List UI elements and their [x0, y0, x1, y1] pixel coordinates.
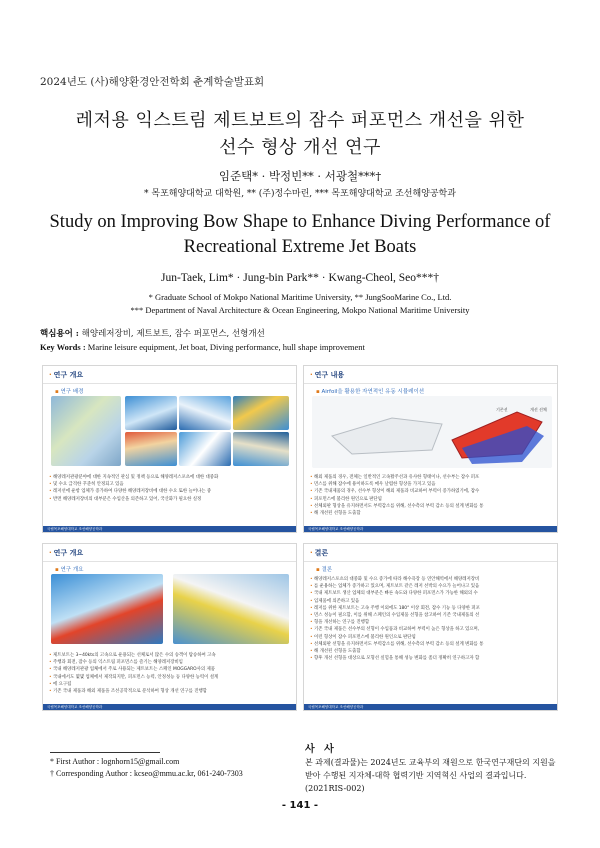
- jetboat-photo: [233, 396, 289, 430]
- poster-footer-bar: [43, 704, 296, 710]
- poster-title: 연구 개요: [53, 548, 84, 557]
- poster-header: · 연구 개요: [43, 366, 296, 384]
- footnote-corresponding-author: † Corresponding Author : kcseo@mmu.ac.kr, 061-240-7303: [50, 769, 243, 778]
- keywords-english-text: Marine leisure equipment, Jet boat, Diving performance, hull shape improvement: [85, 342, 365, 352]
- poster-bullets: [310, 576, 551, 662]
- jetboat-photo: [173, 574, 289, 644]
- title-korean-line2: 선수 형상 개선 연구: [219, 137, 381, 158]
- bullet-item: • 이런 형상이 잠수 퍼포먼스에 불리한 원인으로 판단됨: [310, 634, 551, 641]
- poster-bullets: [49, 474, 290, 503]
- bullet-item: • 해 개선된 선형을 도출함: [310, 510, 551, 517]
- keywords-english-label: Key Words :: [40, 342, 86, 352]
- bullet-item: • 먼스를 위해 잠수에 용이하도록 매우 날렵한 형상을 가지고 있음: [310, 481, 551, 488]
- keywords-korean-text: 해양레저장비, 제트보트, 잠수 퍼포먼스, 선형개선: [78, 329, 265, 339]
- bullet-item: • 레저를 위한 제트보트는 고속 주행 이외에도 180° 이상 회전, 잠수 기능 등 다양한 퍼포: [310, 605, 551, 612]
- title-english-line1: Study on Improving Bow Shape to Enhance Diving Performance of: [49, 212, 551, 232]
- poster-footer-text: 국립목포해양대학교 조선해양공학과: [308, 527, 364, 531]
- jetboat-photo: [51, 574, 163, 644]
- bullet-item: • 기존 국내 제품은 선수부의 선형이 수입품과 비교하여 부력이 높은 형상을 하고 있으며,: [310, 626, 551, 633]
- poster-research-content: [303, 365, 558, 533]
- poster-footer-bar: [43, 526, 296, 532]
- bullet-item: • 해양레저관광분야에 대한 지속적인 관심 및 정책 등으로 해양레저스포츠에 대한 대중화: [49, 474, 290, 481]
- bullet-item: • 제트보트는 3~40kts의 고속으로 운용되는 선체로서 많은 수의 승객이 탑승하여 고속: [49, 652, 290, 659]
- affiliation-english-line1: * Graduate School of Mokpo National Maritime University, ** JungSooMarine Co., Ltd.: [148, 292, 452, 302]
- bullet-item: • 에 요구됨: [49, 681, 290, 688]
- bullet-item: • 먼스 성능이 필요함, 이를 위해 스페인의 수입제품 선형을 참고하여 기존 국내제품의 선: [310, 612, 551, 619]
- bullet-item: • 향후 개선 선형을 대상으로 모형선 실험을 통해 성능 변화를 좀더 정확히 연구하고자 함: [310, 655, 551, 662]
- poster-header: · 연구 개요: [43, 544, 296, 562]
- bullet-item: • 반면 해양레저장비의 대부분은 수입산을 의존하고 있어, 국산화가 필요한 실정: [49, 496, 290, 503]
- poster-title: 연구 개요: [53, 370, 84, 379]
- poster-header: · 결론: [304, 544, 557, 562]
- bullet-item: • 기존 국내제품의 경우, 선수부 형상이 해외 제품과 비교하여 부력이 증가하였기에, 잠수: [310, 488, 551, 495]
- bullet-item: • 퍼포먼스에 불리한 원인으로 판단됨: [310, 496, 551, 503]
- footnotes: [50, 756, 243, 780]
- bullet-item: • 선체외판 형상을 유지하면서도 부력감소를 위해, 선수측의 부력 감소 등의 설계 변화를 통: [310, 503, 551, 510]
- affiliation-korean: * 목포해양대학교 대학원, ** (주)정수마린, *** 목포해양대학교 조선해양공학과: [144, 189, 456, 199]
- authors-english: Jun-Taek, Lim* · Jung-bin Park** · Kwang-Cheol, Seo***†: [160, 272, 440, 284]
- poster-footer-bar: [304, 526, 557, 532]
- hull-comparison-image: [312, 396, 552, 468]
- jetboat-photo: [125, 432, 177, 466]
- bullet-item: • 국내 해양레저관광 업체에서 주로 사용되는 제트보트는 스페인 MOGGARO사의 제품: [49, 666, 290, 673]
- poster-header: · 연구 내용: [304, 366, 557, 384]
- bullet-item: • 및 수요 급격한 꾸준히 안정되고 있음: [49, 481, 290, 488]
- poster-overview-background: [42, 365, 297, 533]
- hull-label-a: 기존선: [496, 407, 508, 412]
- poster-bullets: [310, 474, 551, 517]
- jetboat-photo: [179, 432, 231, 466]
- jetboat-photo: [179, 396, 231, 430]
- poster-title: 결론: [314, 548, 329, 557]
- keywords-korean-label: 핵심용어 :: [40, 329, 79, 339]
- title-english-line2: Recreational Extreme Jet Boats: [183, 237, 417, 257]
- title-korean-line1: 레저용 익스트림 제트보트의 잠수 퍼포먼스 개선을 위한: [75, 110, 525, 131]
- poster-subtitle: ▪ 연구 배경: [55, 387, 296, 395]
- poster-overview: [42, 543, 297, 711]
- poster-footer-bar: [304, 704, 557, 710]
- poster-footer-text: 국립목포해양대학교 조선해양공학과: [308, 705, 364, 709]
- bullet-item: • 해양레저스포츠의 대중화 및 수요 증가에 따라 해수욕장 등 연안해역에서 해양레저장비: [310, 576, 551, 583]
- poster-title: 연구 내용: [314, 370, 345, 379]
- bullet-item: • 해외 제품의 경우, 전체는 일반적인 고속활주선과 유사한 형태이나, 선수부는 잠수 퍼포: [310, 474, 551, 481]
- bullet-item: • 국내에서도 몇몇 업체에서 제작되지만, 퍼포먼스 능력, 안정성능 등 다양한 능력이 설계: [49, 674, 290, 681]
- poster-subtitle: ▪ 연구 개요: [55, 565, 296, 573]
- authors-korean: 임준택* · 박정빈** · 서광철***†: [218, 169, 382, 183]
- keywords-korean: [40, 327, 265, 339]
- bullet-item: • 해 개선된 선형을 도출함: [310, 648, 551, 655]
- poster-subtitle: ▪ 결론: [316, 565, 557, 573]
- conference-header: 2024년도 (사)해양환경안전학회 춘계학술발표회: [40, 76, 265, 88]
- bullet-item: • 입제품에 의존하고 있음: [310, 598, 551, 605]
- jetboat-photo: [125, 396, 177, 430]
- jetboat-photo: [233, 432, 289, 466]
- footnote-first-author: * First Author : lognhorn15@gmail.com: [50, 757, 180, 766]
- acknowledgment-body: 본 과제(결과물)는 2024년도 교육부의 재원으로 한국연구재단의 지원을 받아 수행된 지자체-대학 협력기반 지역혁신 사업의 결과입니다. (2021RIS-002): [305, 758, 556, 793]
- keywords-english: [40, 342, 365, 352]
- bullet-item: • 선체외판 선형을 유지하면서도 부력감소를 위해, 선수측의 부력 감소 등의 설계 변화를 통: [310, 641, 551, 648]
- bullet-item: • 기존 국내 제품과 해외 제품을 조선공학적으로 분석하여 형상 개선 연구를 진행함: [49, 688, 290, 695]
- page-number: - 141 -: [281, 800, 319, 811]
- map-image: [51, 396, 121, 466]
- bullet-item: • 주행과 회전, 잠수 등의 익스트림 퍼포먼스를 즐기는 해양레저장비임: [49, 659, 290, 666]
- poster-footer-text: 국립목포해양대학교 조선해양공학과: [47, 705, 103, 709]
- acknowledgment-title: 사 사: [305, 744, 337, 755]
- affiliation-english-line2: *** Department of Naval Architecture & Ocean Engineering, Mokpo National Maritime University: [130, 305, 470, 315]
- poster-conclusion: [303, 543, 558, 711]
- hull-label-b: 개선 선체: [530, 407, 547, 412]
- poster-footer-text: 국립목포해양대학교 조선해양공학과: [47, 527, 103, 531]
- bullet-item: • 국내 제트보트 생산 업체의 대부분은 빠른 속도와 다양한 퍼포먼스가 가능한 해외의 수: [310, 590, 551, 597]
- bullet-item: • 레저선에 운항 업체가 증가하여 다양한 해양레저장비에 대한 수요 또한 늘어나는 중: [49, 488, 290, 495]
- bullet-item: • 를 운용하는 업체가 증가하고 있으며, 제트보트 같은 레저 선박의 수요가 늘어나고 있음: [310, 583, 551, 590]
- poster-bullets: [49, 652, 290, 695]
- footnote-divider: [50, 752, 160, 753]
- poster-subtitle: ▪ Airfoil을 활용한 자연적인 유동 시뮬레이션: [316, 387, 557, 395]
- bullet-item: • 형을 개선하는 연구를 진행함: [310, 619, 551, 626]
